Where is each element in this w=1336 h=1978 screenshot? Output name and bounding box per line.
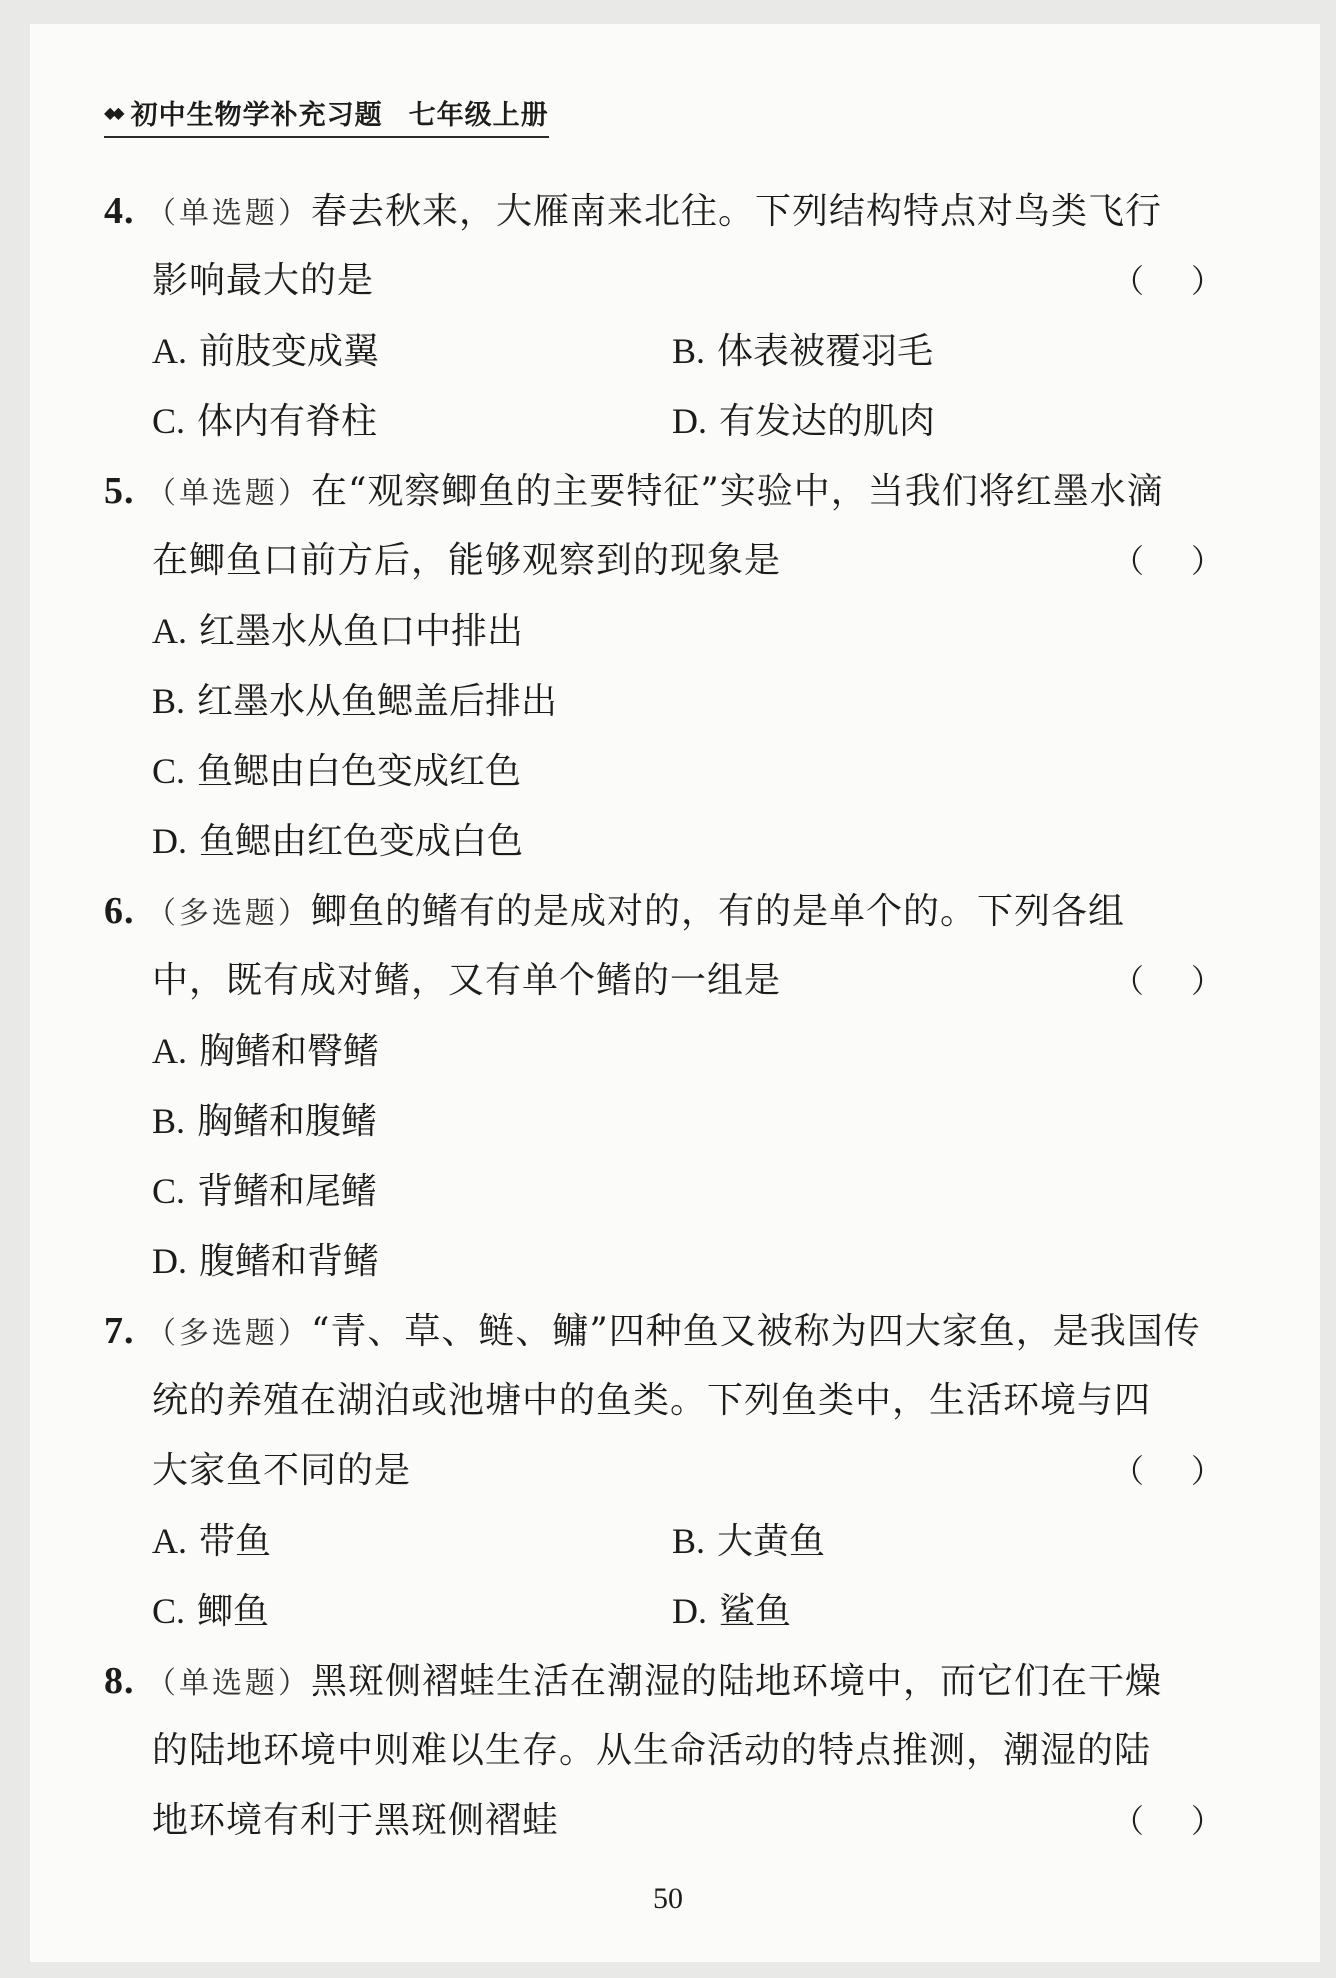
option-list [104, 1016, 1224, 1296]
option-text: 鲫鱼 [197, 1591, 270, 1632]
option-a[interactable] [152, 1016, 379, 1086]
option-text: 红墨水从鱼口中排出 [199, 611, 524, 652]
option-text: 有发达的肌肉 [719, 401, 936, 442]
question-type: （单选题） [146, 476, 311, 511]
option-c[interactable] [152, 1576, 672, 1646]
option-list [104, 316, 1224, 456]
question-text: 春去秋来，大雁南来北往。下列结构特点对鸟类飞行 [311, 191, 1163, 232]
question-type: （多选题） [146, 1316, 311, 1351]
question-text: 在“观察鲫鱼的主要特征”实验中，当我们将红墨水滴 [311, 471, 1164, 512]
question-line [104, 876, 1224, 946]
option-row [152, 666, 1224, 736]
option-row [152, 1086, 1224, 1156]
question-number: 6. [104, 890, 135, 932]
option-c[interactable] [152, 386, 672, 456]
question-text: 影响最大的是 [152, 260, 375, 301]
question-type: （单选题） [146, 1666, 311, 1701]
bracket-close: ） [1190, 1802, 1224, 1840]
option-row [152, 806, 1224, 876]
option-text: 胸鳍和腹鳍 [197, 1101, 378, 1142]
option-letter: C. [152, 1171, 186, 1211]
bracket-close: ） [1190, 262, 1224, 300]
option-row [152, 1016, 1224, 1086]
bracket-close: ） [1190, 542, 1224, 580]
answer-bracket[interactable] [1112, 1786, 1224, 1856]
option-c[interactable] [152, 736, 521, 806]
option-letter: A. [152, 1521, 187, 1561]
option-text: 鱼鳃由白色变成红色 [197, 751, 522, 792]
option-row [152, 1226, 1224, 1296]
question-number: 4. [104, 190, 135, 232]
bracket-close: ） [1190, 962, 1224, 1000]
option-d[interactable] [152, 806, 523, 876]
page-number: 50 [620, 1882, 716, 1916]
option-text: 腹鳍和背鳍 [199, 1241, 380, 1282]
option-text: 鲨鱼 [719, 1591, 792, 1632]
option-b[interactable] [672, 1506, 1192, 1576]
question-text: 的陆地环境中则难以生存。从生命活动的特点推测，潮湿的陆 [152, 1730, 1152, 1771]
option-letter: A. [152, 331, 187, 371]
option-d[interactable] [152, 1226, 379, 1296]
question-line [104, 1646, 1224, 1716]
question-4 [104, 176, 1224, 456]
option-letter: A. [152, 611, 187, 651]
answer-bracket[interactable] [1112, 946, 1224, 1016]
option-letter: D. [152, 821, 187, 861]
option-letter: D. [672, 1591, 707, 1631]
question-line [104, 526, 1224, 596]
bracket-open: （ [1112, 262, 1146, 300]
question-line [104, 456, 1224, 526]
option-text: 体内有脊柱 [197, 401, 378, 442]
option-letter: C. [152, 401, 186, 441]
answer-bracket[interactable] [1112, 246, 1224, 316]
bracket-open: （ [1112, 962, 1146, 1000]
question-7 [104, 1296, 1224, 1646]
question-line [104, 1436, 1224, 1506]
answer-bracket[interactable] [1112, 1436, 1224, 1506]
option-a[interactable] [152, 316, 672, 386]
option-letter: C. [152, 1591, 186, 1631]
page-header [104, 92, 549, 138]
bracket-open: （ [1112, 542, 1146, 580]
option-text: 背鳍和尾鳍 [197, 1171, 378, 1212]
option-letter: B. [152, 681, 186, 721]
option-list [104, 1506, 1224, 1646]
option-text: 大黄鱼 [717, 1521, 826, 1562]
question-list [104, 176, 1224, 1856]
question-text: 大家鱼不同的是 [152, 1450, 412, 1491]
question-type: （单选题） [146, 196, 311, 231]
question-line [104, 246, 1224, 316]
question-type: （多选题） [146, 896, 311, 931]
option-a[interactable] [152, 596, 523, 666]
option-letter: B. [672, 331, 706, 371]
question-text: 黑斑侧褶蛙生活在潮湿的陆地环境中，而它们在干燥 [311, 1661, 1163, 1702]
bracket-close: ） [1190, 1452, 1224, 1490]
option-row [152, 1156, 1224, 1226]
question-text: 统的养殖在湖泊或池塘中的鱼类。下列鱼类中，生活环境与四 [152, 1380, 1152, 1421]
diamond-icon: ◆◆ [104, 102, 121, 122]
option-letter: A. [152, 1031, 187, 1071]
grade-label: 七年级上册 [408, 99, 549, 131]
option-text: 红墨水从鱼鳃盖后排出 [197, 681, 558, 722]
question-line [104, 1716, 1224, 1786]
option-list [104, 596, 1224, 876]
question-number: 7. [104, 1310, 135, 1352]
option-text: 鱼鳃由红色变成白色 [199, 821, 524, 862]
bracket-open: （ [1112, 1452, 1146, 1490]
option-row [152, 736, 1224, 806]
option-letter: B. [672, 1521, 706, 1561]
option-letter: D. [152, 1241, 187, 1281]
book-title: 初中生物学补充习题 [130, 99, 383, 131]
option-d[interactable] [672, 1576, 1192, 1646]
option-row [152, 596, 1224, 666]
option-text: 体表被覆羽毛 [717, 331, 934, 372]
option-text: 带鱼 [199, 1521, 272, 1562]
question-text: 在鲫鱼口前方后，能够观察到的现象是 [152, 540, 782, 581]
question-line [104, 1786, 1224, 1856]
option-row [152, 1576, 1224, 1646]
option-a[interactable] [152, 1506, 672, 1576]
option-b[interactable] [672, 316, 1192, 386]
option-text: 前肢变成翼 [199, 331, 380, 372]
option-row [152, 316, 1224, 386]
question-text: 中，既有成对鳍，又有单个鳍的一组是 [152, 960, 782, 1001]
question-text: “青、草、鲢、鳙”四种鱼又被称为四大家鱼，是我国传 [311, 1311, 1201, 1352]
option-b[interactable] [152, 1086, 377, 1156]
question-line [104, 1366, 1224, 1436]
option-c[interactable] [152, 1156, 377, 1226]
bracket-open: （ [1112, 1802, 1146, 1840]
question-number: 8. [104, 1660, 135, 1702]
answer-bracket[interactable] [1112, 526, 1224, 596]
option-text: 胸鳍和臀鳍 [199, 1031, 380, 1072]
question-5 [104, 456, 1224, 876]
question-6 [104, 876, 1224, 1296]
question-line [104, 176, 1224, 246]
option-row [152, 1506, 1224, 1576]
option-d[interactable] [672, 386, 1192, 456]
question-line [104, 1296, 1224, 1366]
question-8 [104, 1646, 1224, 1856]
question-number: 5. [104, 470, 135, 512]
question-text: 地环境有利于黑斑侧褶蛙 [152, 1800, 560, 1841]
question-line [104, 946, 1224, 1016]
option-row [152, 386, 1224, 456]
option-letter: B. [152, 1101, 186, 1141]
question-text: 鲫鱼的鳍有的是成对的，有的是单个的。下列各组 [311, 891, 1126, 932]
option-letter: C. [152, 751, 186, 791]
option-b[interactable] [152, 666, 557, 736]
option-letter: D. [672, 401, 707, 441]
